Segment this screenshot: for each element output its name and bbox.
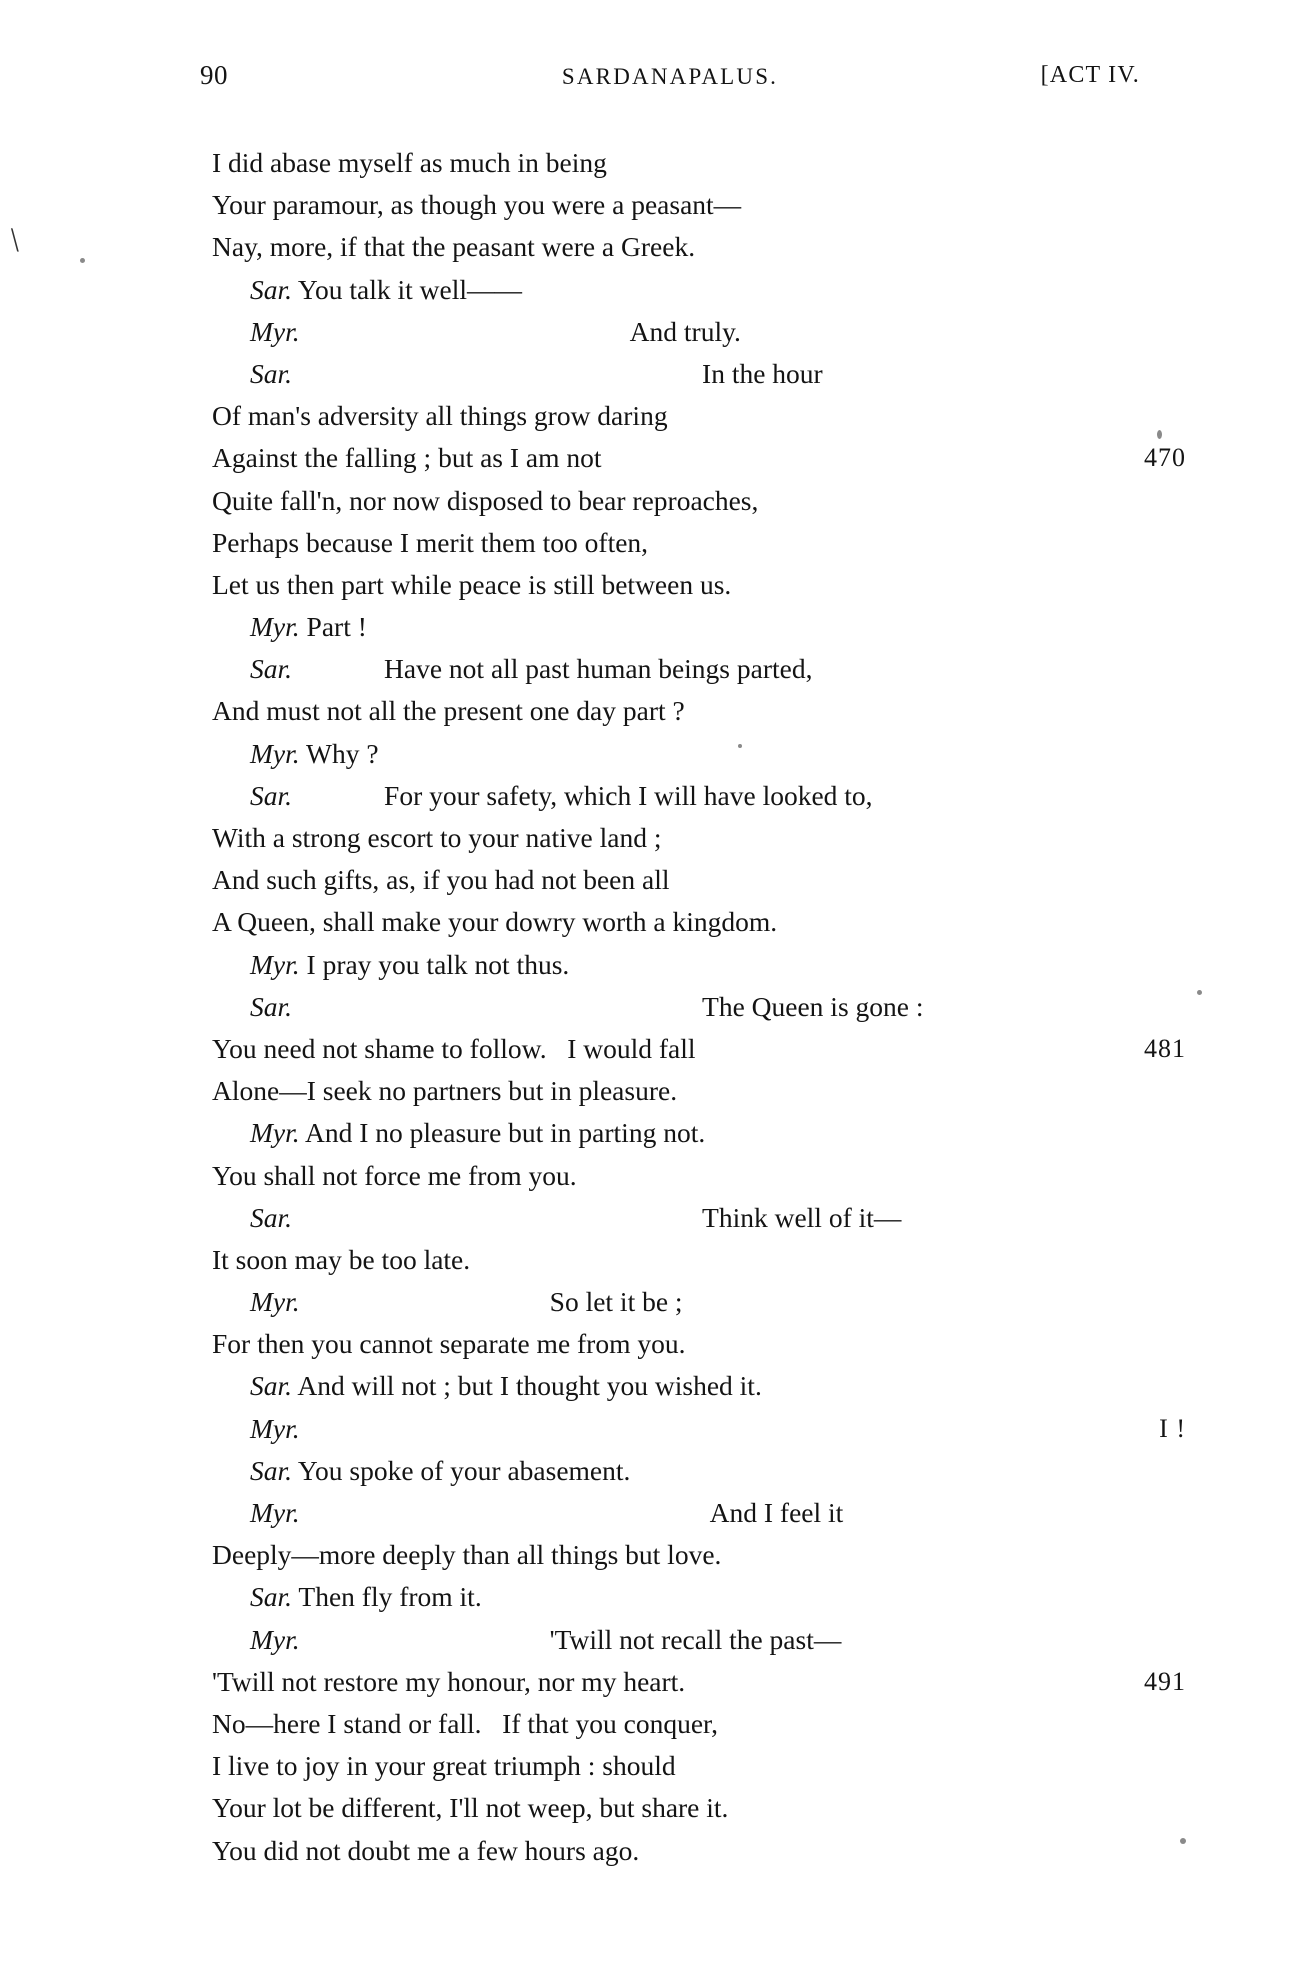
verse-line	[212, 1661, 1186, 1703]
verse-line	[212, 775, 1162, 817]
verse-line	[212, 480, 1162, 522]
verse-line	[212, 1070, 1162, 1112]
line-text: Your lot be different, I'll not weep, but share it.	[212, 1792, 729, 1824]
scan-speck	[1157, 430, 1162, 439]
speaker-label: Sar.	[250, 1201, 293, 1233]
line-text: For then you cannot separate me from you.	[212, 1328, 686, 1360]
verse-line	[212, 437, 1186, 479]
running-title: SARDANAPALUS.	[561, 64, 779, 89]
line-text: And truly.	[629, 315, 741, 347]
verse-line	[212, 1450, 1162, 1492]
speaker-label: Sar.	[250, 273, 293, 305]
verse-line	[212, 733, 1162, 775]
line-number: 491	[1144, 1666, 1186, 1696]
verse-line	[212, 817, 1162, 859]
line-text: Deeply—more deeply than all things but love.	[212, 1539, 722, 1571]
verse-line	[212, 311, 1162, 353]
verse-line	[212, 901, 1162, 943]
line-text: I pray you talk not thus.	[299, 948, 570, 980]
verse-line	[212, 1112, 1162, 1154]
speaker-label: Myr.	[250, 611, 300, 643]
line-text: You shall not force me from you.	[212, 1159, 577, 1191]
verse-line	[212, 648, 1162, 690]
line-text: Then fly from it.	[292, 1581, 482, 1613]
verse-line	[212, 142, 1162, 184]
line-text: You need not shame to follow. I would fall	[212, 1032, 696, 1064]
line-text: And I feel it	[709, 1497, 844, 1528]
verse-line	[212, 1830, 1162, 1872]
speaker-label: Sar.	[250, 357, 293, 389]
verse-line	[212, 1155, 1162, 1197]
verse-line	[212, 944, 1162, 986]
verse-text-block	[212, 142, 1186, 1872]
line-text: You talk it well——	[292, 273, 522, 305]
verse-line	[212, 1492, 1162, 1534]
verse-line	[212, 1281, 1162, 1323]
page-number: 90	[200, 60, 228, 90]
act-label: [ACT IV.	[1040, 62, 1140, 88]
verse-line	[212, 690, 1162, 732]
verse-line	[212, 1197, 1162, 1239]
line-text: 'Twill not restore my honour, nor my heart.	[212, 1665, 686, 1697]
line-text: And must not all the present one day part ?	[212, 695, 685, 727]
line-text: Of man's adversity all things grow daring	[212, 400, 668, 432]
verse-line	[212, 226, 1162, 268]
speaker-label: Sar.	[250, 1581, 293, 1613]
line-text: Why ?	[299, 737, 379, 769]
verse-line	[212, 184, 1162, 226]
scan-speck	[1180, 1838, 1186, 1844]
line-text: Alone—I seek no partners but in pleasure.	[212, 1075, 678, 1107]
line-text: You did not doubt me a few hours ago.	[212, 1834, 640, 1866]
verse-line	[212, 1028, 1186, 1070]
line-text: Part !	[299, 611, 367, 643]
line-text: Think well of it—	[702, 1201, 902, 1233]
speaker-label: Sar.	[250, 653, 293, 685]
verse-line	[212, 606, 1162, 648]
speaker-label: Myr.	[250, 1412, 300, 1444]
speaker-label: Myr.	[250, 1623, 300, 1655]
speaker-label: Sar.	[250, 1370, 293, 1402]
verse-line	[212, 1323, 1162, 1365]
speaker-label: Sar.	[250, 990, 293, 1022]
speaker-label: Myr.	[250, 1497, 300, 1528]
line-text: 'Twill not recall the past—	[549, 1623, 842, 1655]
speaker-label: Myr.	[250, 315, 300, 347]
line-text: The Queen is gone :	[702, 990, 924, 1022]
line-text: And such gifts, as, if you had not been all	[212, 864, 670, 896]
line-text: Perhaps because I merit them too often,	[212, 526, 649, 558]
verse-line	[212, 522, 1162, 564]
verse-line	[212, 986, 1162, 1028]
verse-line	[212, 1576, 1162, 1618]
verse-line	[212, 1745, 1162, 1787]
verse-line	[212, 395, 1162, 437]
line-text: Quite fall'n, nor now disposed to bear reproaches,	[212, 484, 759, 516]
verse-line	[212, 1365, 1162, 1407]
speaker-label: Myr.	[250, 737, 300, 769]
scan-speck	[738, 744, 742, 748]
line-number: 481	[1144, 1033, 1186, 1063]
line-text: And I no pleasure but in parting not.	[299, 1117, 706, 1149]
line-text: It soon may be too late.	[212, 1243, 471, 1275]
line-text: I live to joy in your great triumph : should	[212, 1750, 676, 1782]
verse-line	[212, 859, 1162, 901]
line-text: Let us then part while peace is still between us.	[212, 568, 732, 600]
verse-line	[212, 353, 1162, 395]
speaker-label: Sar.	[250, 1454, 293, 1486]
line-trailing-text: I !	[1159, 1413, 1186, 1443]
line-text: I did abase myself as much in being	[212, 147, 607, 178]
line-text: Nay, more, if that the peasant were a Greek.	[212, 231, 696, 263]
verse-line	[212, 1703, 1162, 1745]
line-text: You spoke of your abasement.	[292, 1454, 631, 1486]
verse-line	[212, 1787, 1162, 1829]
line-text: So let it be ;	[549, 1286, 683, 1318]
speaker-label: Myr.	[250, 948, 300, 980]
speaker-label: Myr.	[250, 1117, 300, 1149]
line-text: Against the falling ; but as I am not	[212, 442, 602, 474]
scan-speck	[80, 258, 85, 263]
verse-line	[212, 1239, 1162, 1281]
verse-line	[212, 1619, 1162, 1661]
running-head	[200, 60, 1140, 100]
line-text: Have not all past human beings parted,	[384, 653, 813, 685]
stray-pen-mark: \	[8, 221, 21, 260]
line-text: Your paramour, as though you were a peasant—	[212, 189, 742, 221]
line-text: For your safety, which I will have looked to,	[384, 779, 873, 811]
scan-speck	[1197, 990, 1202, 995]
line-text: And will not ; but I thought you wished it.	[292, 1370, 762, 1402]
verse-line	[212, 1534, 1162, 1576]
verse-line	[212, 564, 1162, 606]
line-text: A Queen, shall make your dowry worth a kingdom.	[212, 906, 778, 938]
line-text: With a strong escort to your native land ;	[212, 822, 662, 853]
speaker-label: Myr.	[250, 1286, 300, 1318]
line-text: No—here I stand or fall. If that you conquer,	[212, 1707, 718, 1739]
line-text: In the hour	[702, 357, 823, 389]
verse-line	[212, 1408, 1186, 1450]
line-number: 470	[1144, 443, 1186, 473]
speaker-label: Sar.	[250, 779, 293, 811]
verse-line	[212, 269, 1162, 311]
